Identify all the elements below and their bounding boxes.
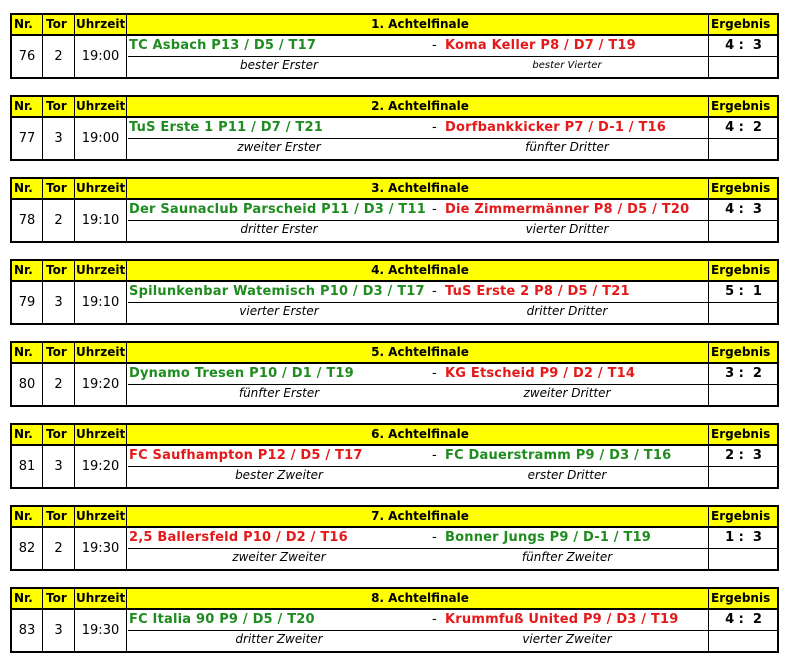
versus-dash: - <box>432 448 437 463</box>
away-team: FC Dauerstramm P9 / D3 / T16 <box>445 448 672 463</box>
column-divider <box>126 15 127 77</box>
result-score: 2 : 3 <box>725 448 762 463</box>
kickoff-time: 19:00 <box>81 49 120 64</box>
match-title: 8. Achtelfinale <box>371 591 469 605</box>
match-table <box>10 13 779 79</box>
column-divider <box>126 425 127 487</box>
column-divider <box>126 179 127 241</box>
match-table <box>10 423 779 489</box>
col-nr: Nr. <box>14 99 33 113</box>
field-number: 2 <box>54 49 63 64</box>
home-seed: zweiter Erster <box>237 140 321 154</box>
away-team: Koma Keller P8 / D7 / T19 <box>445 38 636 53</box>
column-divider <box>708 179 709 241</box>
field-number: 2 <box>54 377 63 392</box>
result-score: 1 : 3 <box>725 530 762 545</box>
match-title: 7. Achtelfinale <box>371 509 469 523</box>
away-team: KG Etscheid P9 / D2 / T14 <box>445 366 636 381</box>
match-number: 76 <box>18 49 36 64</box>
away-team: TuS Erste 2 P8 / D5 / T21 <box>445 284 630 299</box>
result-score: 4 : 3 <box>725 38 762 53</box>
col-ergebnis: Ergebnis <box>711 427 771 441</box>
away-team: Krummfuß United P9 / D3 / T19 <box>445 612 679 627</box>
match-table <box>10 95 779 161</box>
away-seed: bester Vierter <box>532 60 602 71</box>
col-uhrzeit: Uhrzeit <box>76 591 126 605</box>
away-seed: vierter Zweiter <box>522 632 612 646</box>
field-number: 2 <box>54 213 63 228</box>
away-team: Dorfbankkicker P7 / D-1 / T16 <box>445 120 667 135</box>
field-number: 3 <box>54 459 63 474</box>
col-tor: Tor <box>46 181 67 195</box>
match-title: 1. Achtelfinale <box>371 17 469 31</box>
match-number: 77 <box>18 131 36 146</box>
match-number: 78 <box>18 213 36 228</box>
away-seed: vierter Dritter <box>525 222 609 236</box>
versus-dash: - <box>432 38 437 53</box>
away-seed: fünfter Zweiter <box>521 550 613 564</box>
home-team: TuS Erste 1 P11 / D7 / T21 <box>129 120 323 135</box>
column-divider <box>126 507 127 569</box>
home-seed: dritter Zweiter <box>235 632 323 646</box>
away-seed: erster Dritter <box>527 468 607 482</box>
home-team: Der Saunaclub Parscheid P11 / D3 / T11 <box>129 202 426 217</box>
col-nr: Nr. <box>14 263 33 277</box>
match-number: 81 <box>18 459 36 474</box>
result-score: 4 : 3 <box>725 202 762 217</box>
col-uhrzeit: Uhrzeit <box>76 427 126 441</box>
match-number: 79 <box>18 295 36 310</box>
col-ergebnis: Ergebnis <box>711 345 771 359</box>
match-title: 6. Achtelfinale <box>371 427 469 441</box>
kickoff-time: 19:10 <box>81 295 120 310</box>
kickoff-time: 19:00 <box>81 131 120 146</box>
column-divider <box>708 425 709 487</box>
col-uhrzeit: Uhrzeit <box>76 17 126 31</box>
versus-dash: - <box>432 530 437 545</box>
column-divider <box>126 261 127 323</box>
kickoff-time: 19:30 <box>81 541 120 556</box>
home-team: FC Italia 90 P9 / D5 / T20 <box>129 612 315 627</box>
field-number: 2 <box>54 541 63 556</box>
home-seed: zweiter Zweiter <box>232 550 326 564</box>
col-tor: Tor <box>46 17 67 31</box>
kickoff-time: 19:10 <box>81 213 120 228</box>
col-tor: Tor <box>46 509 67 523</box>
field-number: 3 <box>54 623 63 638</box>
column-divider <box>708 507 709 569</box>
match-table <box>10 177 779 243</box>
result-score: 4 : 2 <box>725 612 762 627</box>
col-nr: Nr. <box>14 345 33 359</box>
match-table <box>10 505 779 571</box>
column-divider <box>126 589 127 651</box>
column-divider <box>708 589 709 651</box>
field-number: 3 <box>54 295 63 310</box>
home-seed: dritter Erster <box>240 222 318 236</box>
versus-dash: - <box>432 366 437 381</box>
result-score: 4 : 2 <box>725 120 762 135</box>
col-nr: Nr. <box>14 591 33 605</box>
away-seed: zweiter Dritter <box>523 386 611 400</box>
col-uhrzeit: Uhrzeit <box>76 345 126 359</box>
home-team: TC Asbach P13 / D5 / T17 <box>129 38 317 53</box>
home-seed: bester Erster <box>240 58 318 72</box>
away-seed: dritter Dritter <box>526 304 608 318</box>
col-tor: Tor <box>46 99 67 113</box>
result-score: 5 : 1 <box>725 284 762 299</box>
match-number: 80 <box>18 377 36 392</box>
match-number: 83 <box>18 623 36 638</box>
home-seed: fünfter Erster <box>238 386 320 400</box>
col-ergebnis: Ergebnis <box>711 509 771 523</box>
col-ergebnis: Ergebnis <box>711 99 771 113</box>
col-nr: Nr. <box>14 181 33 195</box>
match-title: 4. Achtelfinale <box>371 263 469 277</box>
match-table <box>10 587 779 653</box>
col-nr: Nr. <box>14 427 33 441</box>
home-team: Dynamo Tresen P10 / D1 / T19 <box>129 366 354 381</box>
versus-dash: - <box>432 120 437 135</box>
match-table <box>10 341 779 407</box>
col-tor: Tor <box>46 263 67 277</box>
col-uhrzeit: Uhrzeit <box>76 263 126 277</box>
away-seed: fünfter Dritter <box>525 140 609 154</box>
column-divider <box>126 343 127 405</box>
col-uhrzeit: Uhrzeit <box>76 509 126 523</box>
versus-dash: - <box>432 284 437 299</box>
home-team: FC Saufhampton P12 / D5 / T17 <box>129 448 363 463</box>
column-divider <box>126 97 127 159</box>
match-title: 3. Achtelfinale <box>371 181 469 195</box>
match-title: 2. Achtelfinale <box>371 99 469 113</box>
home-team: Spilunkenbar Watemisch P10 / D3 / T17 <box>129 284 425 299</box>
versus-dash: - <box>432 202 437 217</box>
col-uhrzeit: Uhrzeit <box>76 181 126 195</box>
col-uhrzeit: Uhrzeit <box>76 99 126 113</box>
col-tor: Tor <box>46 591 67 605</box>
col-ergebnis: Ergebnis <box>711 17 771 31</box>
col-ergebnis: Ergebnis <box>711 181 771 195</box>
away-team: Die Zimmermänner P8 / D5 / T20 <box>445 202 690 217</box>
column-divider <box>708 15 709 77</box>
versus-dash: - <box>432 612 437 627</box>
match-table <box>10 259 779 325</box>
home-team: 2,5 Ballersfeld P10 / D2 / T16 <box>129 530 348 545</box>
home-seed: bester Zweiter <box>235 468 323 482</box>
result-score: 3 : 2 <box>725 366 762 381</box>
match-title: 5. Achtelfinale <box>371 345 469 359</box>
kickoff-time: 19:30 <box>81 623 120 638</box>
field-number: 3 <box>54 131 63 146</box>
col-nr: Nr. <box>14 509 33 523</box>
col-ergebnis: Ergebnis <box>711 591 771 605</box>
column-divider <box>708 97 709 159</box>
match-number: 82 <box>18 541 36 556</box>
column-divider <box>708 343 709 405</box>
home-seed: vierter Erster <box>239 304 319 318</box>
kickoff-time: 19:20 <box>81 377 120 392</box>
kickoff-time: 19:20 <box>81 459 120 474</box>
away-team: Bonner Jungs P9 / D-1 / T19 <box>445 530 652 545</box>
col-nr: Nr. <box>14 17 33 31</box>
col-tor: Tor <box>46 345 67 359</box>
col-tor: Tor <box>46 427 67 441</box>
col-ergebnis: Ergebnis <box>711 263 771 277</box>
column-divider <box>708 261 709 323</box>
